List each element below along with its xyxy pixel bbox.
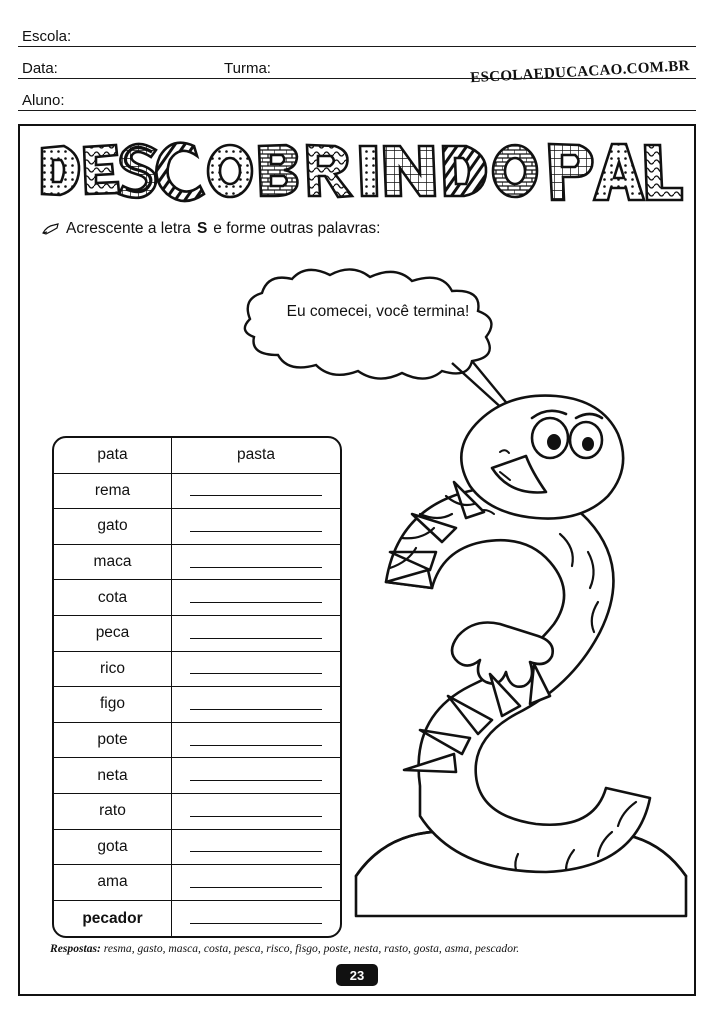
- answer-cell-blank[interactable]: [172, 474, 340, 509]
- table-row: [54, 794, 340, 830]
- answer-write-line: [190, 708, 322, 710]
- word-cell: maca: [54, 545, 172, 580]
- header-rule-3: [18, 110, 696, 111]
- site-url-watermark: ESCOLAEDUCACAO.COM.BR: [470, 58, 691, 87]
- pencil-icon: [42, 222, 60, 236]
- table-row: [54, 580, 340, 616]
- answer-cell-blank[interactable]: [172, 580, 340, 615]
- answer-write-line: [190, 637, 322, 639]
- answer-write-line: [190, 601, 322, 603]
- table-row: [54, 509, 340, 545]
- answer-write-line: [190, 779, 322, 781]
- answer-write-line: [190, 886, 322, 888]
- answer-write-line: [190, 672, 322, 674]
- instruction-letter: S: [196, 220, 208, 237]
- answer-write-line: [190, 922, 322, 924]
- table-row: [54, 616, 340, 652]
- answer-write-line: [190, 850, 322, 852]
- turma-label: Turma:: [224, 60, 275, 77]
- word-cell: rema: [54, 474, 172, 509]
- answer-write-line: [190, 815, 322, 817]
- answer-write-line: [190, 566, 322, 568]
- table-row: [54, 652, 340, 688]
- word-cell: pote: [54, 723, 172, 758]
- table-row: [54, 438, 340, 474]
- answers-footnote: [50, 942, 670, 955]
- word-cell: rico: [54, 652, 172, 687]
- answer-cell-blank[interactable]: [172, 830, 340, 865]
- word-cell: cota: [54, 580, 172, 615]
- snake-illustration: [350, 356, 690, 936]
- table-row: [54, 723, 340, 759]
- answer-cell-blank[interactable]: [172, 509, 340, 544]
- header-rule-1: [18, 46, 696, 47]
- escola-label: Escola:: [22, 28, 75, 45]
- answer-write-line: [190, 494, 322, 496]
- table-row: [54, 687, 340, 723]
- word-cell: pata: [54, 438, 172, 473]
- instruction-text: [42, 220, 380, 238]
- answer-cell-filled[interactable]: pasta: [237, 446, 275, 464]
- table-row: [54, 758, 340, 794]
- speech-bubble: [220, 261, 530, 371]
- table-row: [54, 830, 340, 866]
- answer-cell-blank[interactable]: [172, 616, 340, 651]
- answer-cell-blank[interactable]: [172, 901, 340, 937]
- word-cell: ama: [54, 865, 172, 900]
- table-row: [54, 545, 340, 581]
- answers-text: resma, gasto, masca, costa, pesca, risco, fisgo, poste, nesta, rasto, gosta, asma, pescador.: [100, 942, 520, 955]
- answer-cell-blank[interactable]: [172, 758, 340, 793]
- answer-cell-blank[interactable]: [172, 794, 340, 829]
- instruction-suffix: e forme outras palavras:: [213, 220, 381, 237]
- table-row: [54, 901, 340, 937]
- answers-label: Respostas:: [50, 942, 101, 955]
- instruction-prefix: Acrescente a letra: [66, 220, 191, 237]
- word-cell: neta: [54, 758, 172, 793]
- speech-bubble-text: Eu comecei, você termina!: [286, 303, 470, 320]
- title-artwork-icon: [34, 134, 684, 212]
- answer-cell-blank[interactable]: [172, 723, 340, 758]
- page-number-badge: 23: [336, 964, 378, 986]
- answer-write-line: [190, 530, 322, 532]
- word-cell: gota: [54, 830, 172, 865]
- aluno-label: Aluno:: [22, 92, 69, 109]
- worksheet-title: [34, 134, 684, 212]
- word-cell: peca: [54, 616, 172, 651]
- answer-cell-blank[interactable]: [172, 865, 340, 900]
- word-cell: rato: [54, 794, 172, 829]
- table-row: [54, 865, 340, 901]
- answer-cell-blank[interactable]: [172, 687, 340, 722]
- snake-icon: [350, 356, 690, 936]
- answer-write-line: [190, 744, 322, 746]
- word-cell: gato: [54, 509, 172, 544]
- answer-cell-blank[interactable]: [172, 545, 340, 580]
- table-row: [54, 474, 340, 510]
- word-cell: pecador: [54, 901, 172, 937]
- worksheet-frame: [18, 124, 696, 996]
- word-table: [52, 436, 342, 938]
- word-cell: figo: [54, 687, 172, 722]
- answer-cell-blank[interactable]: [172, 652, 340, 687]
- student-info-header: [18, 16, 696, 109]
- data-label: Data:: [22, 60, 62, 77]
